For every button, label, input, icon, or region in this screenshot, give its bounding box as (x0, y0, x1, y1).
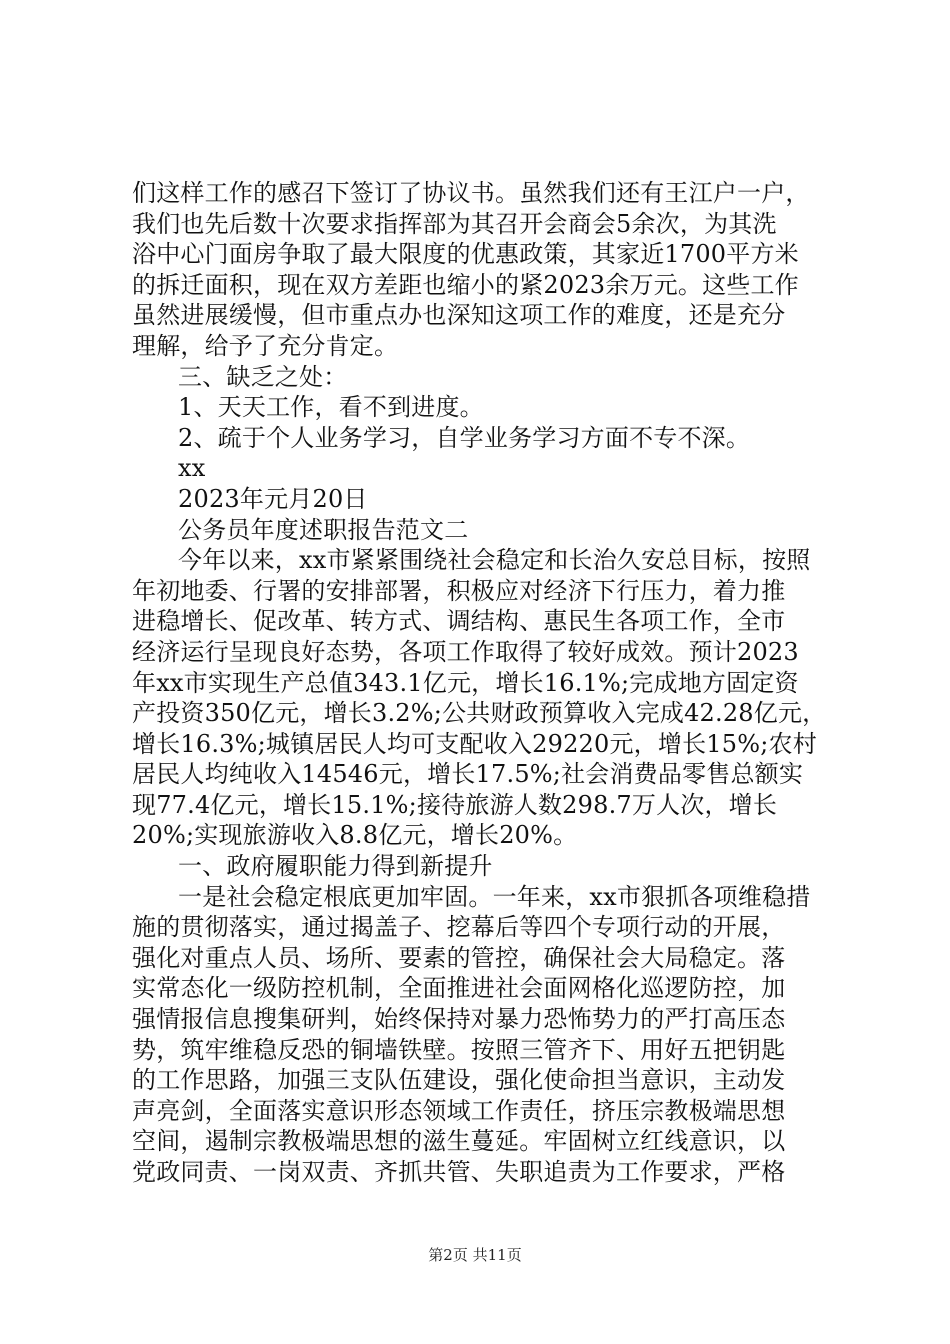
text-line: 党政同责、一岗双责、齐抓共管、失职追责为工作要求，严格 (132, 1158, 786, 1186)
text-line: 一、政府履职能力得到新提升 (178, 852, 493, 881)
text-line: 公务员年度述职报告范文二 (178, 515, 469, 544)
text-line: 虽然进展缓慢，但市重点办也深知这项工作的难度，还是充分 (132, 301, 786, 330)
text-line: 势，筑牢维稳反恐的铜墙铁壁。按照三管齐下、用好五把钥匙 (132, 1035, 786, 1064)
text-line: 一是社会稳定根底更加牢固。一年来，xx市狠抓各项维稳措 (178, 882, 811, 911)
text-line: 2、疏于个人业务学习，自学业务学习方面不专不深。 (178, 423, 751, 452)
text-line: 产投资350亿元，增长3.2%;公共财政预算收入完成42.28亿元， (132, 699, 827, 728)
text-line: 施的贯彻落实，通过揭盖子、挖幕后等四个专项行动的开展， (132, 913, 786, 942)
text-line: 1、天天工作，看不到进度。 (178, 393, 484, 422)
text-line: 强情报信息搜集研判，始终保持对暴力恐怖势力的严打高压态 (132, 1005, 786, 1034)
text-line: 浴中心门面房争取了最大限度的优惠政策，其家近1700平方米 (132, 240, 799, 269)
text-line: 们这样工作的感召下签订了协议书。虽然我们还有王江户一户， (132, 179, 810, 207)
text-line: 居民人均纯收入14546元，增长17.5%;社会消费品零售总额实 (132, 760, 804, 789)
text-line: 20%;实现旅游收入8.8亿元，增长20%。 (132, 821, 578, 850)
text-line: 理解，给予了充分肯定。 (132, 331, 399, 360)
text-line: 年xx市实现生产总值343.1亿元，增长16.1%;完成地方固定资 (132, 668, 799, 697)
text-line: 经济运行呈现良好态势，各项工作取得了较好成效。预计2023 (132, 637, 799, 666)
text-line: 的拆迁面积，现在双方差距也缩小的紧2023余万元。这些工作 (132, 270, 799, 299)
text-line: 2023年元月20日 (178, 484, 368, 513)
text-line: xx (178, 454, 206, 483)
page-footer: 第2页 共11页 (428, 1246, 522, 1264)
text-line: 强化对重点人员、场所、要素的管控，确保社会大局稳定。落 (132, 943, 786, 972)
text-line: 的工作思路，加强三支队伍建设，强化使命担当意识，主动发 (132, 1066, 786, 1095)
text-line: 进稳增长、促改革、转方式、调结构、惠民生各项工作，全市 (132, 607, 786, 636)
text-line: 我们也先后数十次要求指挥部为其召开会商会5余次，为其洗 (132, 209, 777, 238)
text-line: 实常态化一级防控机制，全面推进社会面网格化巡逻防控，加 (132, 974, 786, 1003)
text-line: 空间，遏制宗教极端思想的滋生蔓延。牢固树立红线意识，以 (132, 1127, 786, 1156)
text-line: 增长16.3%;城镇居民人均可支配收入29220元，增长15%;农村 (132, 729, 817, 758)
text-line: 声亮剑，全面落实意识形态领域工作责任，挤压宗教极端思想 (132, 1096, 786, 1125)
text-line: 今年以来，xx市紧紧围绕社会稳定和长治久安总目标，按照 (178, 546, 811, 575)
text-line: 三、缺乏之处： (178, 362, 348, 391)
text-line: 年初地委、行署的安排部署，积极应对经济下行压力，着力推 (132, 576, 786, 605)
text-line: 现77.4亿元，增长15.1%;接待旅游人数298.7万人次，增长 (132, 790, 778, 819)
document-body (132, 178, 832, 1188)
